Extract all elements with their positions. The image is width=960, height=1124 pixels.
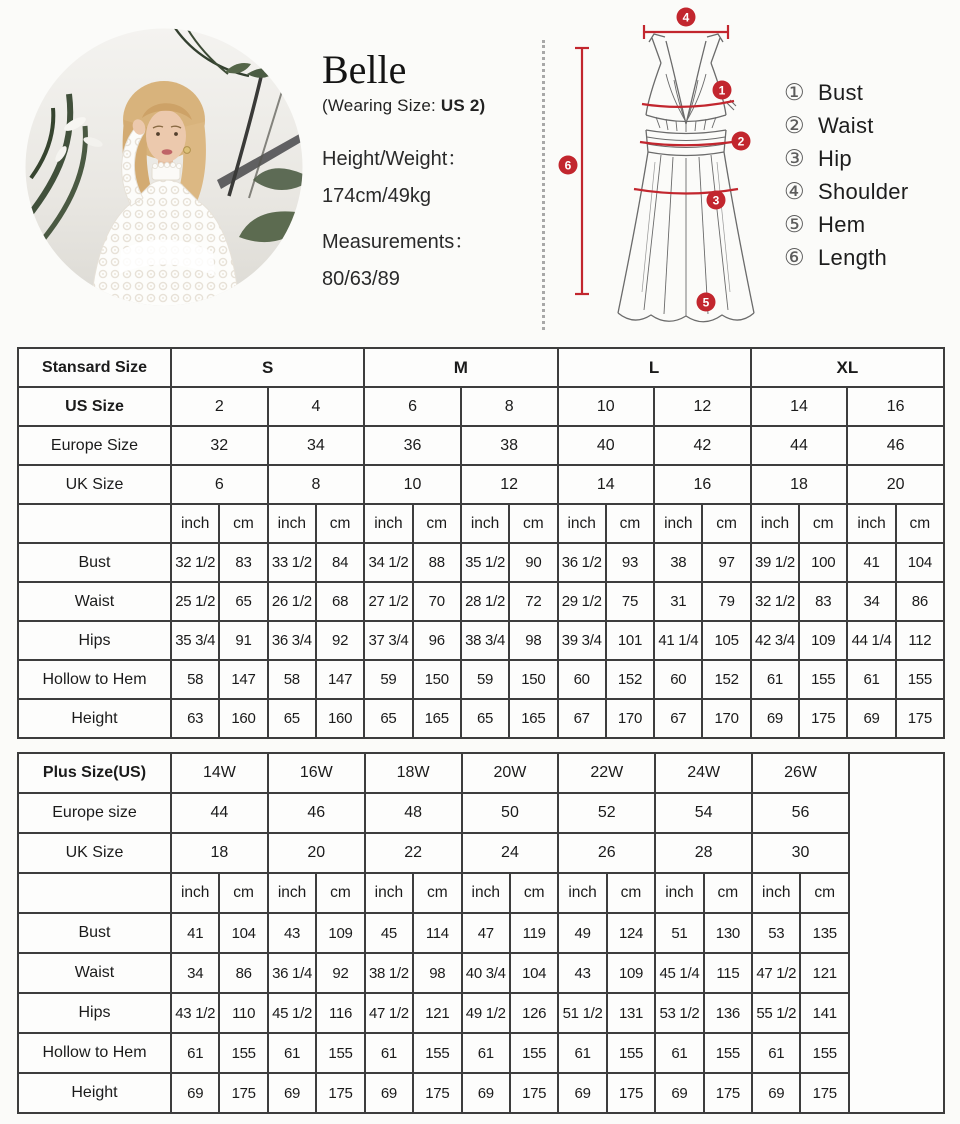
measure-value-cell: 155 <box>413 1033 461 1073</box>
measure-value-cell: 69 <box>752 1073 800 1113</box>
model-photo-illustration <box>25 28 303 306</box>
measure-value-cell: 170 <box>606 699 654 738</box>
measure-value-cell: 51 1/2 <box>558 993 606 1033</box>
row-label-cell: Hollow to Hem <box>18 1033 171 1073</box>
measure-value-cell: 75 <box>606 582 654 621</box>
row-label-cell: US Size <box>18 387 171 426</box>
measure-value-cell: 175 <box>413 1073 461 1113</box>
size-value-cell: 12 <box>461 465 558 504</box>
measure-value-cell: 58 <box>268 660 316 699</box>
measure-value-cell: 155 <box>800 1033 849 1073</box>
measure-value-cell: 29 1/2 <box>558 582 606 621</box>
measure-value-cell: 175 <box>704 1073 752 1113</box>
size-value-cell: 8 <box>268 465 365 504</box>
row-label-cell: Hips <box>18 993 171 1033</box>
measure-value-cell: 42 3/4 <box>751 621 799 660</box>
measure-value-cell: 47 <box>462 913 510 953</box>
measure-value-cell: 119 <box>510 913 558 953</box>
measure-value-cell: 49 <box>558 913 606 953</box>
measure-value-cell: 109 <box>607 953 655 993</box>
unit-cell: cm <box>606 504 654 543</box>
measure-value-cell: 36 1/2 <box>558 543 606 582</box>
measure-value-cell: 165 <box>509 699 557 738</box>
unit-cell: inch <box>847 504 895 543</box>
size-value-cell: 6 <box>171 465 268 504</box>
unit-cell: cm <box>702 504 750 543</box>
measure-value-cell: 112 <box>896 621 944 660</box>
size-group-cell: XL <box>751 348 944 387</box>
measure-value-cell: 60 <box>654 660 702 699</box>
height-weight-value: 174cm/49kg <box>322 185 431 207</box>
marker-bust: 1 <box>718 83 726 98</box>
size-value-cell: 24 <box>462 833 559 873</box>
dress-measurement-diagram <box>556 2 808 339</box>
measure-value-cell: 121 <box>800 953 849 993</box>
unit-cell: cm <box>316 873 364 913</box>
measure-value-cell: 34 <box>171 953 219 993</box>
measure-value-cell: 90 <box>509 543 557 582</box>
measure-value-cell: 61 <box>171 1033 219 1073</box>
measure-value-cell: 38 <box>654 543 702 582</box>
measure-value-cell: 34 1/2 <box>364 543 412 582</box>
measure-value-cell: 53 <box>752 913 800 953</box>
measure-value-cell: 69 <box>847 699 895 738</box>
size-value-cell: 32 <box>171 426 268 465</box>
measure-value-cell: 150 <box>509 660 557 699</box>
measure-value-cell: 88 <box>413 543 461 582</box>
measure-value-cell: 27 1/2 <box>364 582 412 621</box>
measure-value-cell: 101 <box>606 621 654 660</box>
dotted-divider <box>542 40 545 330</box>
row-label-cell <box>18 504 171 543</box>
measure-value-cell: 131 <box>607 993 655 1033</box>
measure-value-cell: 41 1/4 <box>654 621 702 660</box>
measure-value-cell: 45 1/2 <box>268 993 316 1033</box>
wearing-size-prefix: (Wearing Size: <box>322 96 436 115</box>
measure-value-cell: 55 1/2 <box>752 993 800 1033</box>
measure-value-cell: 40 3/4 <box>462 953 510 993</box>
measure-value-cell: 36 3/4 <box>268 621 316 660</box>
measure-value-cell: 152 <box>702 660 750 699</box>
measure-value-cell: 34 <box>847 582 895 621</box>
measure-value-cell: 69 <box>751 699 799 738</box>
measure-value-cell: 109 <box>799 621 847 660</box>
measure-value-cell: 98 <box>509 621 557 660</box>
measure-value-cell: 43 1/2 <box>171 993 219 1033</box>
measure-value-cell: 104 <box>896 543 944 582</box>
measure-value-cell: 116 <box>316 993 364 1033</box>
measure-value-cell: 97 <box>702 543 750 582</box>
measure-value-cell: 61 <box>847 660 895 699</box>
model-photo <box>25 28 303 306</box>
measure-value-cell: 93 <box>606 543 654 582</box>
measure-value-cell: 58 <box>171 660 219 699</box>
measure-value-cell: 31 <box>654 582 702 621</box>
row-label-cell: UK Size <box>18 833 171 873</box>
measure-value-cell: 124 <box>607 913 655 953</box>
measure-value-cell: 152 <box>606 660 654 699</box>
unit-cell: cm <box>704 873 752 913</box>
measure-value-cell: 175 <box>800 1073 849 1113</box>
row-label-cell: Waist <box>18 582 171 621</box>
marker-length: 6 <box>564 158 572 173</box>
unit-cell: cm <box>799 504 847 543</box>
measure-value-cell: 83 <box>219 543 267 582</box>
legend-item-hem <box>784 208 908 241</box>
size-value-cell: 52 <box>558 793 655 833</box>
size-value-cell: 18 <box>751 465 848 504</box>
measure-value-cell: 155 <box>799 660 847 699</box>
measure-value-cell: 175 <box>316 1073 364 1113</box>
measure-value-cell: 160 <box>316 699 364 738</box>
legend-num-3: ③ <box>784 145 805 171</box>
measure-value-cell: 150 <box>413 660 461 699</box>
measure-value-cell: 41 <box>171 913 219 953</box>
measure-value-cell: 65 <box>461 699 509 738</box>
size-group-cell: 24W <box>655 753 752 793</box>
marker-shoulder: 4 <box>682 10 690 25</box>
unit-cell: cm <box>413 504 461 543</box>
measure-value-cell: 32 1/2 <box>751 582 799 621</box>
measure-value-cell: 155 <box>607 1033 655 1073</box>
legend-label-waist: Waist <box>818 112 874 138</box>
size-value-cell: 48 <box>365 793 462 833</box>
measure-value-cell: 65 <box>219 582 267 621</box>
legend-num-2: ② <box>784 112 805 138</box>
measure-value-cell: 47 1/2 <box>365 993 413 1033</box>
measure-value-cell: 35 3/4 <box>171 621 219 660</box>
measure-value-cell: 38 3/4 <box>461 621 509 660</box>
size-value-cell: 42 <box>654 426 751 465</box>
measurements-value: 80/63/89 <box>322 268 400 290</box>
unit-cell: cm <box>800 873 849 913</box>
row-label-cell: UK Size <box>18 465 171 504</box>
legend-label-hip: Hip <box>818 145 852 171</box>
size-value-cell: 8 <box>461 387 558 426</box>
unit-cell: inch <box>365 873 413 913</box>
measure-value-cell: 28 1/2 <box>461 582 509 621</box>
measure-value-cell: 98 <box>413 953 461 993</box>
measure-value-cell: 160 <box>219 699 267 738</box>
size-value-cell: 20 <box>268 833 365 873</box>
measure-value-cell: 69 <box>365 1073 413 1113</box>
measure-value-cell: 79 <box>702 582 750 621</box>
size-group-cell: 22W <box>558 753 655 793</box>
standard-size-table <box>17 347 945 739</box>
measure-value-cell: 44 1/4 <box>847 621 895 660</box>
measure-value-cell: 49 1/2 <box>462 993 510 1033</box>
measure-value-cell: 33 1/2 <box>268 543 316 582</box>
unit-cell: inch <box>654 504 702 543</box>
unit-cell: cm <box>316 504 364 543</box>
size-value-cell: 26 <box>558 833 655 873</box>
measure-value-cell: 175 <box>510 1073 558 1113</box>
measure-value-cell: 147 <box>316 660 364 699</box>
unit-cell: inch <box>461 504 509 543</box>
legend-num-4: ④ <box>784 178 805 204</box>
measure-value-cell: 36 1/4 <box>268 953 316 993</box>
dress-diagram-illustration <box>556 2 808 334</box>
unit-cell: inch <box>268 873 316 913</box>
legend-item-length <box>784 241 908 274</box>
size-group-cell: M <box>364 348 557 387</box>
measure-value-cell: 59 <box>461 660 509 699</box>
row-label-cell: Europe size <box>18 793 171 833</box>
measure-value-cell: 147 <box>219 660 267 699</box>
measure-value-cell: 61 <box>365 1033 413 1073</box>
measure-value-cell: 170 <box>702 699 750 738</box>
unit-cell: inch <box>171 504 219 543</box>
size-group-cell: 14W <box>171 753 268 793</box>
size-value-cell: 20 <box>847 465 944 504</box>
unit-cell: inch <box>655 873 703 913</box>
row-label-cell: Height <box>18 699 171 738</box>
size-value-cell: 4 <box>268 387 365 426</box>
size-group-cell: 16W <box>268 753 365 793</box>
wearing-size <box>322 96 532 116</box>
size-value-cell: 16 <box>654 465 751 504</box>
measure-value-cell: 35 1/2 <box>461 543 509 582</box>
measure-value-cell: 43 <box>558 953 606 993</box>
legend-num-1: ① <box>784 79 805 105</box>
size-value-cell: 12 <box>654 387 751 426</box>
measure-value-cell: 65 <box>364 699 412 738</box>
marker-hip: 3 <box>712 193 720 208</box>
measure-value-cell: 41 <box>847 543 895 582</box>
legend-num-6: ⑥ <box>784 244 805 270</box>
measure-value-cell: 39 3/4 <box>558 621 606 660</box>
measure-value-cell: 38 1/2 <box>365 953 413 993</box>
size-group-cell: S <box>171 348 364 387</box>
unit-cell: cm <box>219 873 267 913</box>
legend-num-5: ⑤ <box>784 211 805 237</box>
model-info-block <box>322 48 532 291</box>
row-label-cell: Hips <box>18 621 171 660</box>
legend-item-hip <box>784 142 908 175</box>
size-value-cell: 44 <box>171 793 268 833</box>
size-value-cell: 40 <box>558 426 655 465</box>
measure-value-cell: 84 <box>316 543 364 582</box>
size-group-cell: L <box>558 348 751 387</box>
measure-value-cell: 69 <box>462 1073 510 1113</box>
size-group-cell: 18W <box>365 753 462 793</box>
table-header-label: Plus Size(US) <box>18 753 171 793</box>
unit-cell: cm <box>896 504 944 543</box>
size-group-cell: 26W <box>752 753 849 793</box>
legend-label-length: Length <box>818 244 888 270</box>
measure-value-cell: 105 <box>702 621 750 660</box>
measure-value-cell: 126 <box>510 993 558 1033</box>
measure-value-cell: 61 <box>268 1033 316 1073</box>
size-value-cell: 34 <box>268 426 365 465</box>
measure-value-cell: 109 <box>316 913 364 953</box>
size-value-cell: 56 <box>752 793 849 833</box>
measure-value-cell: 141 <box>800 993 849 1033</box>
measure-value-cell: 72 <box>509 582 557 621</box>
measure-value-cell: 83 <box>799 582 847 621</box>
size-value-cell: 14 <box>751 387 848 426</box>
size-value-cell: 46 <box>847 426 944 465</box>
size-value-cell: 54 <box>655 793 752 833</box>
measure-value-cell: 165 <box>413 699 461 738</box>
size-value-cell: 2 <box>171 387 268 426</box>
unit-cell: inch <box>171 873 219 913</box>
measure-value-cell: 61 <box>655 1033 703 1073</box>
legend-item-shoulder <box>784 175 908 208</box>
measure-value-cell: 121 <box>413 993 461 1033</box>
measure-value-cell: 114 <box>413 913 461 953</box>
row-label-cell: Bust <box>18 913 171 953</box>
measure-value-cell: 61 <box>558 1033 606 1073</box>
measure-value-cell: 155 <box>704 1033 752 1073</box>
measure-value-cell: 136 <box>704 993 752 1033</box>
measure-value-cell: 175 <box>607 1073 655 1113</box>
measure-value-cell: 25 1/2 <box>171 582 219 621</box>
measure-value-cell: 51 <box>655 913 703 953</box>
measure-value-cell: 59 <box>364 660 412 699</box>
size-group-cell: 20W <box>462 753 559 793</box>
unit-cell: inch <box>751 504 799 543</box>
measure-value-cell: 69 <box>655 1073 703 1113</box>
unit-cell: inch <box>268 504 316 543</box>
size-value-cell: 36 <box>364 426 461 465</box>
unit-cell: cm <box>607 873 655 913</box>
measure-value-cell: 135 <box>800 913 849 953</box>
unit-cell: inch <box>558 873 606 913</box>
legend-label-bust: Bust <box>818 79 864 105</box>
measure-value-cell: 69 <box>171 1073 219 1113</box>
measure-value-cell: 61 <box>752 1033 800 1073</box>
size-value-cell: 22 <box>365 833 462 873</box>
size-value-cell: 30 <box>752 833 849 873</box>
measure-value-cell: 68 <box>316 582 364 621</box>
size-value-cell: 28 <box>655 833 752 873</box>
measure-value-cell: 155 <box>316 1033 364 1073</box>
empty-cell <box>849 753 944 1113</box>
wearing-size-value: US 2) <box>440 96 486 115</box>
measure-value-cell: 53 1/2 <box>655 993 703 1033</box>
measure-value-cell: 155 <box>896 660 944 699</box>
measure-value-cell: 155 <box>510 1033 558 1073</box>
marker-hem: 5 <box>702 295 710 310</box>
measure-value-cell: 92 <box>316 621 364 660</box>
measurement-legend <box>784 76 908 274</box>
row-label-cell: Bust <box>18 543 171 582</box>
measure-value-cell: 104 <box>219 913 267 953</box>
measure-value-cell: 61 <box>462 1033 510 1073</box>
measure-value-cell: 115 <box>704 953 752 993</box>
measure-value-cell: 175 <box>799 699 847 738</box>
measure-value-cell: 69 <box>558 1073 606 1113</box>
measure-value-cell: 91 <box>219 621 267 660</box>
measure-value-cell: 96 <box>413 621 461 660</box>
legend-item-waist <box>784 109 908 142</box>
measure-value-cell: 104 <box>510 953 558 993</box>
measure-value-cell: 86 <box>219 953 267 993</box>
unit-cell: cm <box>509 504 557 543</box>
measure-value-cell: 61 <box>751 660 799 699</box>
measure-value-cell: 60 <box>558 660 606 699</box>
measure-value-cell: 175 <box>219 1073 267 1113</box>
size-value-cell: 50 <box>462 793 559 833</box>
measure-value-cell: 67 <box>558 699 606 738</box>
measure-value-cell: 175 <box>896 699 944 738</box>
measure-value-cell: 45 1/4 <box>655 953 703 993</box>
table-header-label: Stansard Size <box>18 348 171 387</box>
measure-value-cell: 67 <box>654 699 702 738</box>
legend-label-hem: Hem <box>818 211 866 237</box>
measure-value-cell: 37 3/4 <box>364 621 412 660</box>
measure-value-cell: 86 <box>896 582 944 621</box>
legend-item-bust <box>784 76 908 109</box>
measure-value-cell: 110 <box>219 993 267 1033</box>
unit-cell: cm <box>510 873 558 913</box>
row-label-cell: Europe Size <box>18 426 171 465</box>
marker-waist: 2 <box>737 134 745 149</box>
size-value-cell: 38 <box>461 426 558 465</box>
size-value-cell: 16 <box>847 387 944 426</box>
unit-cell: cm <box>413 873 461 913</box>
measure-value-cell: 32 1/2 <box>171 543 219 582</box>
measure-value-cell: 92 <box>316 953 364 993</box>
unit-cell: cm <box>219 504 267 543</box>
measure-value-cell: 26 1/2 <box>268 582 316 621</box>
measure-value-cell: 100 <box>799 543 847 582</box>
size-value-cell: 6 <box>364 387 461 426</box>
measure-value-cell: 39 1/2 <box>751 543 799 582</box>
row-label-cell <box>18 873 171 913</box>
measure-value-cell: 65 <box>268 699 316 738</box>
measure-value-cell: 155 <box>219 1033 267 1073</box>
unit-cell: inch <box>558 504 606 543</box>
size-value-cell: 44 <box>751 426 848 465</box>
size-value-cell: 10 <box>558 387 655 426</box>
size-value-cell: 18 <box>171 833 268 873</box>
size-value-cell: 46 <box>268 793 365 833</box>
unit-cell: inch <box>752 873 800 913</box>
height-weight-label: Height/Weight： <box>322 148 468 170</box>
unit-cell: inch <box>462 873 510 913</box>
row-label-cell: Waist <box>18 953 171 993</box>
model-name: Belle <box>322 47 407 92</box>
measure-value-cell: 45 <box>365 913 413 953</box>
measure-value-cell: 47 1/2 <box>752 953 800 993</box>
measure-value-cell: 69 <box>268 1073 316 1113</box>
row-label-cell: Height <box>18 1073 171 1113</box>
measure-value-cell: 130 <box>704 913 752 953</box>
size-value-cell: 14 <box>558 465 655 504</box>
measure-value-cell: 63 <box>171 699 219 738</box>
legend-label-shoulder: Shoulder <box>818 178 909 204</box>
unit-cell: inch <box>364 504 412 543</box>
plus-size-table <box>17 752 945 1114</box>
measure-value-cell: 43 <box>268 913 316 953</box>
measure-value-cell: 70 <box>413 582 461 621</box>
measurements-label: Measurements： <box>322 231 475 253</box>
size-value-cell: 10 <box>364 465 461 504</box>
row-label-cell: Hollow to Hem <box>18 660 171 699</box>
